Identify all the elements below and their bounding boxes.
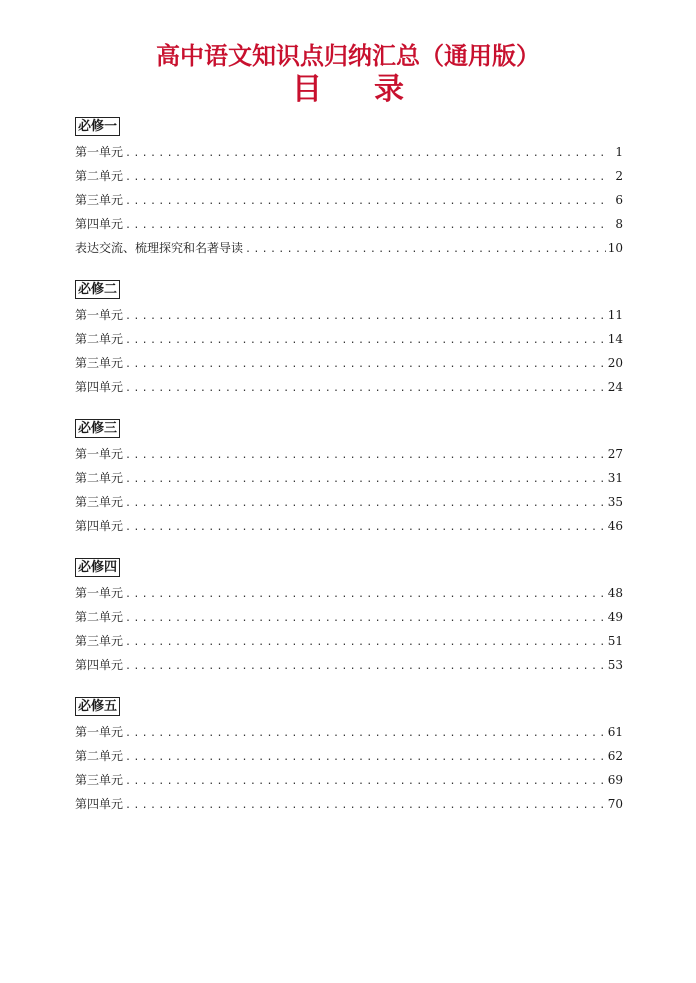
toc-entry[interactable] bbox=[75, 164, 623, 188]
section-heading: 必修三 bbox=[75, 419, 120, 438]
toc-entry[interactable] bbox=[75, 466, 623, 490]
toc-leader-dots bbox=[125, 444, 606, 468]
toc-entry[interactable] bbox=[75, 351, 623, 375]
table-of-contents bbox=[75, 113, 623, 816]
toc-entry-page-number: 46 bbox=[607, 519, 623, 533]
toc-entry-label: 第二单元 bbox=[75, 610, 124, 624]
page-title: 高中语文知识点归纳汇总（通用版） bbox=[156, 41, 540, 70]
toc-entry[interactable] bbox=[75, 653, 623, 677]
toc-leader-dots bbox=[125, 377, 606, 401]
section-heading: 必修四 bbox=[75, 558, 120, 577]
section-heading: 必修五 bbox=[75, 697, 120, 716]
toc-leader-dots bbox=[125, 583, 606, 607]
toc-entry-page-number: 49 bbox=[607, 610, 623, 624]
toc-entry-page-number: 2 bbox=[615, 169, 623, 183]
toc-entry[interactable] bbox=[75, 629, 623, 653]
toc-entry-label: 第四单元 bbox=[75, 519, 124, 533]
toc-entry[interactable] bbox=[75, 442, 623, 466]
toc-entry[interactable] bbox=[75, 212, 623, 236]
toc-section bbox=[75, 415, 623, 538]
toc-entry[interactable] bbox=[75, 140, 623, 164]
toc-entry-label: 第三单元 bbox=[75, 773, 124, 787]
toc-entry-label: 第二单元 bbox=[75, 332, 124, 346]
toc-entry-label: 第一单元 bbox=[75, 447, 124, 461]
toc-entry-label: 第一单元 bbox=[75, 145, 124, 159]
toc-leader-dots bbox=[125, 722, 606, 746]
toc-entry-label: 第二单元 bbox=[75, 471, 124, 485]
toc-leader-dots bbox=[125, 329, 606, 353]
toc-entry[interactable] bbox=[75, 581, 623, 605]
toc-entry-page-number: 53 bbox=[607, 658, 623, 672]
toc-leader-dots bbox=[125, 770, 606, 794]
toc-entry-page-number: 51 bbox=[607, 634, 623, 648]
toc-entry[interactable] bbox=[75, 236, 623, 260]
toc-section bbox=[75, 554, 623, 677]
toc-entry-label: 第二单元 bbox=[75, 749, 124, 763]
toc-leader-dots bbox=[125, 468, 606, 492]
toc-entry-page-number: 69 bbox=[607, 773, 623, 787]
toc-section bbox=[75, 113, 623, 260]
section-heading: 必修二 bbox=[75, 280, 120, 299]
toc-leader-dots bbox=[125, 655, 606, 679]
toc-entry-label: 第三单元 bbox=[75, 193, 124, 207]
toc-entry-page-number: 62 bbox=[607, 749, 623, 763]
toc-leader-dots bbox=[245, 238, 606, 262]
toc-entry[interactable] bbox=[75, 514, 623, 538]
toc-entry[interactable] bbox=[75, 188, 623, 212]
toc-entry-label: 第一单元 bbox=[75, 308, 124, 322]
toc-entry-label: 第二单元 bbox=[75, 169, 124, 183]
toc-leader-dots bbox=[125, 607, 606, 631]
toc-entry-page-number: 48 bbox=[607, 586, 623, 600]
toc-leader-dots bbox=[125, 190, 607, 214]
page-subtitle: 目录 bbox=[292, 72, 456, 107]
toc-entry-page-number: 61 bbox=[607, 725, 623, 739]
toc-entry[interactable] bbox=[75, 792, 623, 816]
toc-entry[interactable] bbox=[75, 490, 623, 514]
toc-entry-page-number: 27 bbox=[607, 447, 623, 461]
toc-entry-label: 第四单元 bbox=[75, 217, 124, 231]
toc-entry-label: 第一单元 bbox=[75, 725, 124, 739]
toc-section bbox=[75, 276, 623, 399]
toc-entry-label: 第三单元 bbox=[75, 495, 124, 509]
toc-leader-dots bbox=[125, 353, 606, 377]
toc-entry-page-number: 20 bbox=[607, 356, 623, 370]
toc-leader-dots bbox=[125, 516, 606, 540]
toc-entry-label: 表达交流、梳理探究和名著导读 bbox=[75, 241, 244, 255]
toc-entry-label: 第一单元 bbox=[75, 586, 124, 600]
toc-entry[interactable] bbox=[75, 327, 623, 351]
toc-leader-dots bbox=[125, 746, 606, 770]
toc-entry-label: 第四单元 bbox=[75, 797, 124, 811]
toc-entry-page-number: 8 bbox=[615, 217, 623, 231]
toc-leader-dots bbox=[125, 631, 606, 655]
toc-leader-dots bbox=[125, 142, 607, 166]
toc-entry[interactable] bbox=[75, 605, 623, 629]
toc-entry-page-number: 35 bbox=[607, 495, 623, 509]
toc-leader-dots bbox=[125, 214, 607, 238]
toc-entry-label: 第三单元 bbox=[75, 634, 124, 648]
toc-entry-label: 第三单元 bbox=[75, 356, 124, 370]
toc-leader-dots bbox=[125, 166, 607, 190]
section-heading: 必修一 bbox=[75, 117, 120, 136]
toc-entry[interactable] bbox=[75, 744, 623, 768]
toc-entry[interactable] bbox=[75, 768, 623, 792]
toc-entry-page-number: 11 bbox=[607, 308, 623, 322]
toc-entry-page-number: 14 bbox=[607, 332, 623, 346]
toc-entry[interactable] bbox=[75, 303, 623, 327]
toc-entry-label: 第四单元 bbox=[75, 658, 124, 672]
toc-leader-dots bbox=[125, 305, 606, 329]
toc-entry[interactable] bbox=[75, 720, 623, 744]
toc-entry-label: 第四单元 bbox=[75, 380, 124, 394]
toc-entry-page-number: 24 bbox=[607, 380, 623, 394]
toc-leader-dots bbox=[125, 794, 606, 818]
toc-entry-page-number: 70 bbox=[607, 797, 623, 811]
toc-entry-page-number: 10 bbox=[607, 241, 623, 255]
toc-entry-page-number: 31 bbox=[607, 471, 623, 485]
toc-entry-page-number: 1 bbox=[615, 145, 623, 159]
toc-entry-page-number: 6 bbox=[615, 193, 623, 207]
toc-entry[interactable] bbox=[75, 375, 623, 399]
toc-leader-dots bbox=[125, 492, 606, 516]
toc-section bbox=[75, 693, 623, 816]
